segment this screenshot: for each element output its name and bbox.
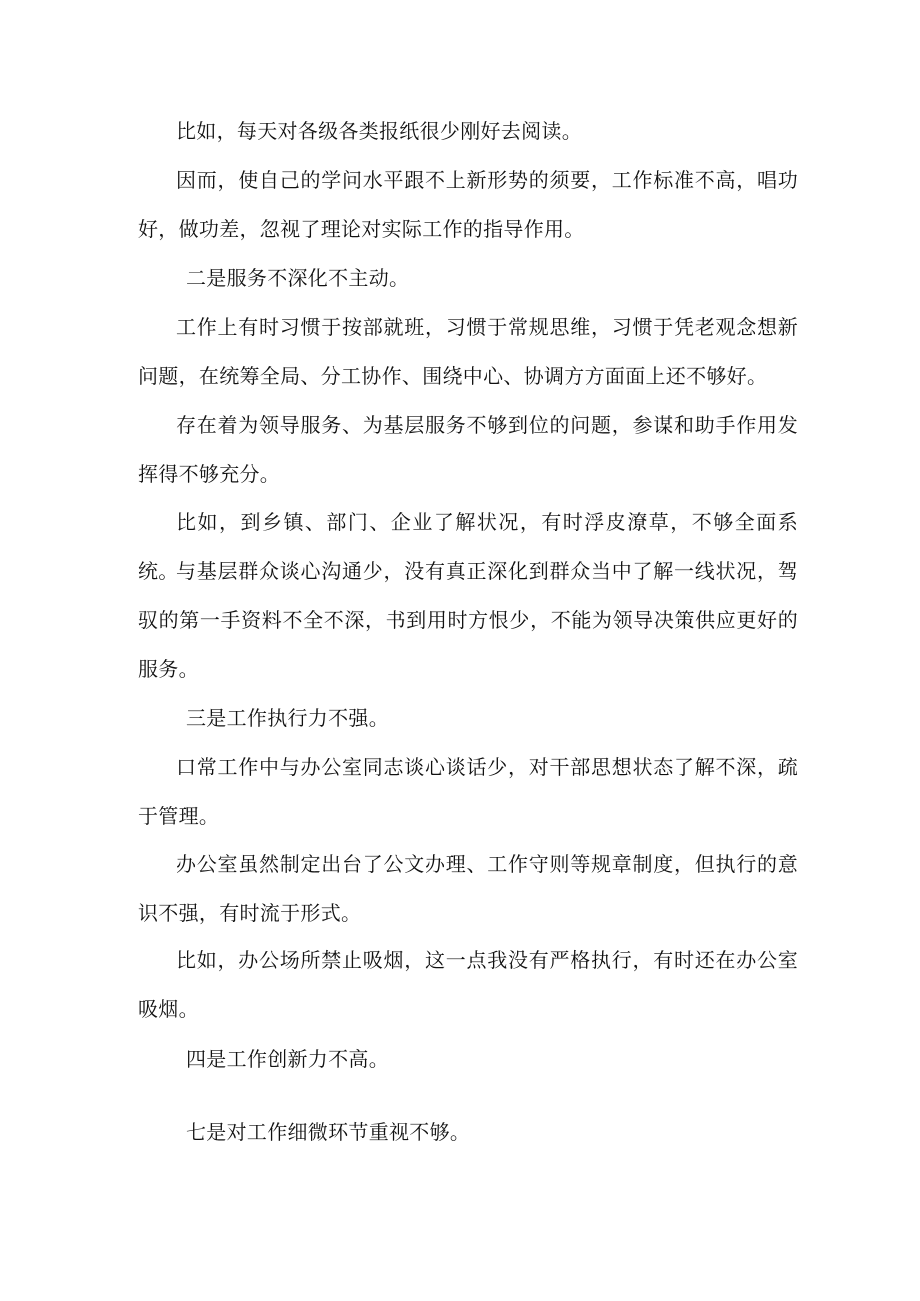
paragraph-4: 存在着为领导服务、为基层服务不够到位的问题，参谋和助手作用发挥得不够充分。 (138, 413, 798, 486)
paragraph-8: 办公室虽然制定出台了公文办理、工作守则等规章制度，但执行的意识不强，有时流于形式。 (138, 852, 798, 925)
section-heading-2: 二是服务不深化不主动。 (186, 266, 410, 290)
paragraph-5: 比如，到乡镇、部门、企业了解状况，有时浮皮潦草，不够全面系统。 (138, 510, 798, 583)
paragraph-7: 口常工作中与办公室同志谈心谈话少，对干部思想状态了解不深，疏于管理。 (138, 755, 798, 828)
section-heading-7: 七是对工作细微环节重视不够。 (186, 1120, 471, 1144)
paragraph-1: 比如，每天对各级各类报纸很少刚好去阅读。 (176, 119, 582, 143)
section-heading-4: 四是工作创新力不高。 (186, 1047, 389, 1071)
paragraph-9: 比如，办公场所禁止吸烟，这一点我没有严格执行，有时还在办公室吸烟。 (138, 948, 798, 1021)
paragraph-6: 与基层群众谈心沟通少，没有真正深化到群众当中了解一线状况，驾驭的第一手资料不全不深，书到用时方恨少，不能为领导决策供应更好的服务。 (138, 559, 798, 681)
section-heading-3: 三是工作执行力不强。 (186, 706, 389, 730)
paragraph-3: 工作上有时习惯于按部就班，习惯于常规思维，习惯于凭老观念想新问题，在统筹全局、分工协作、围绕中心、协调方方面面上还不够好。 (138, 315, 798, 388)
paragraph-2: 因而，使自己的学问水平跟不上新形势的须要，工作标准不高，唱功好，做功差，忽视了理论对实际工作的指导作用。 (138, 168, 798, 241)
